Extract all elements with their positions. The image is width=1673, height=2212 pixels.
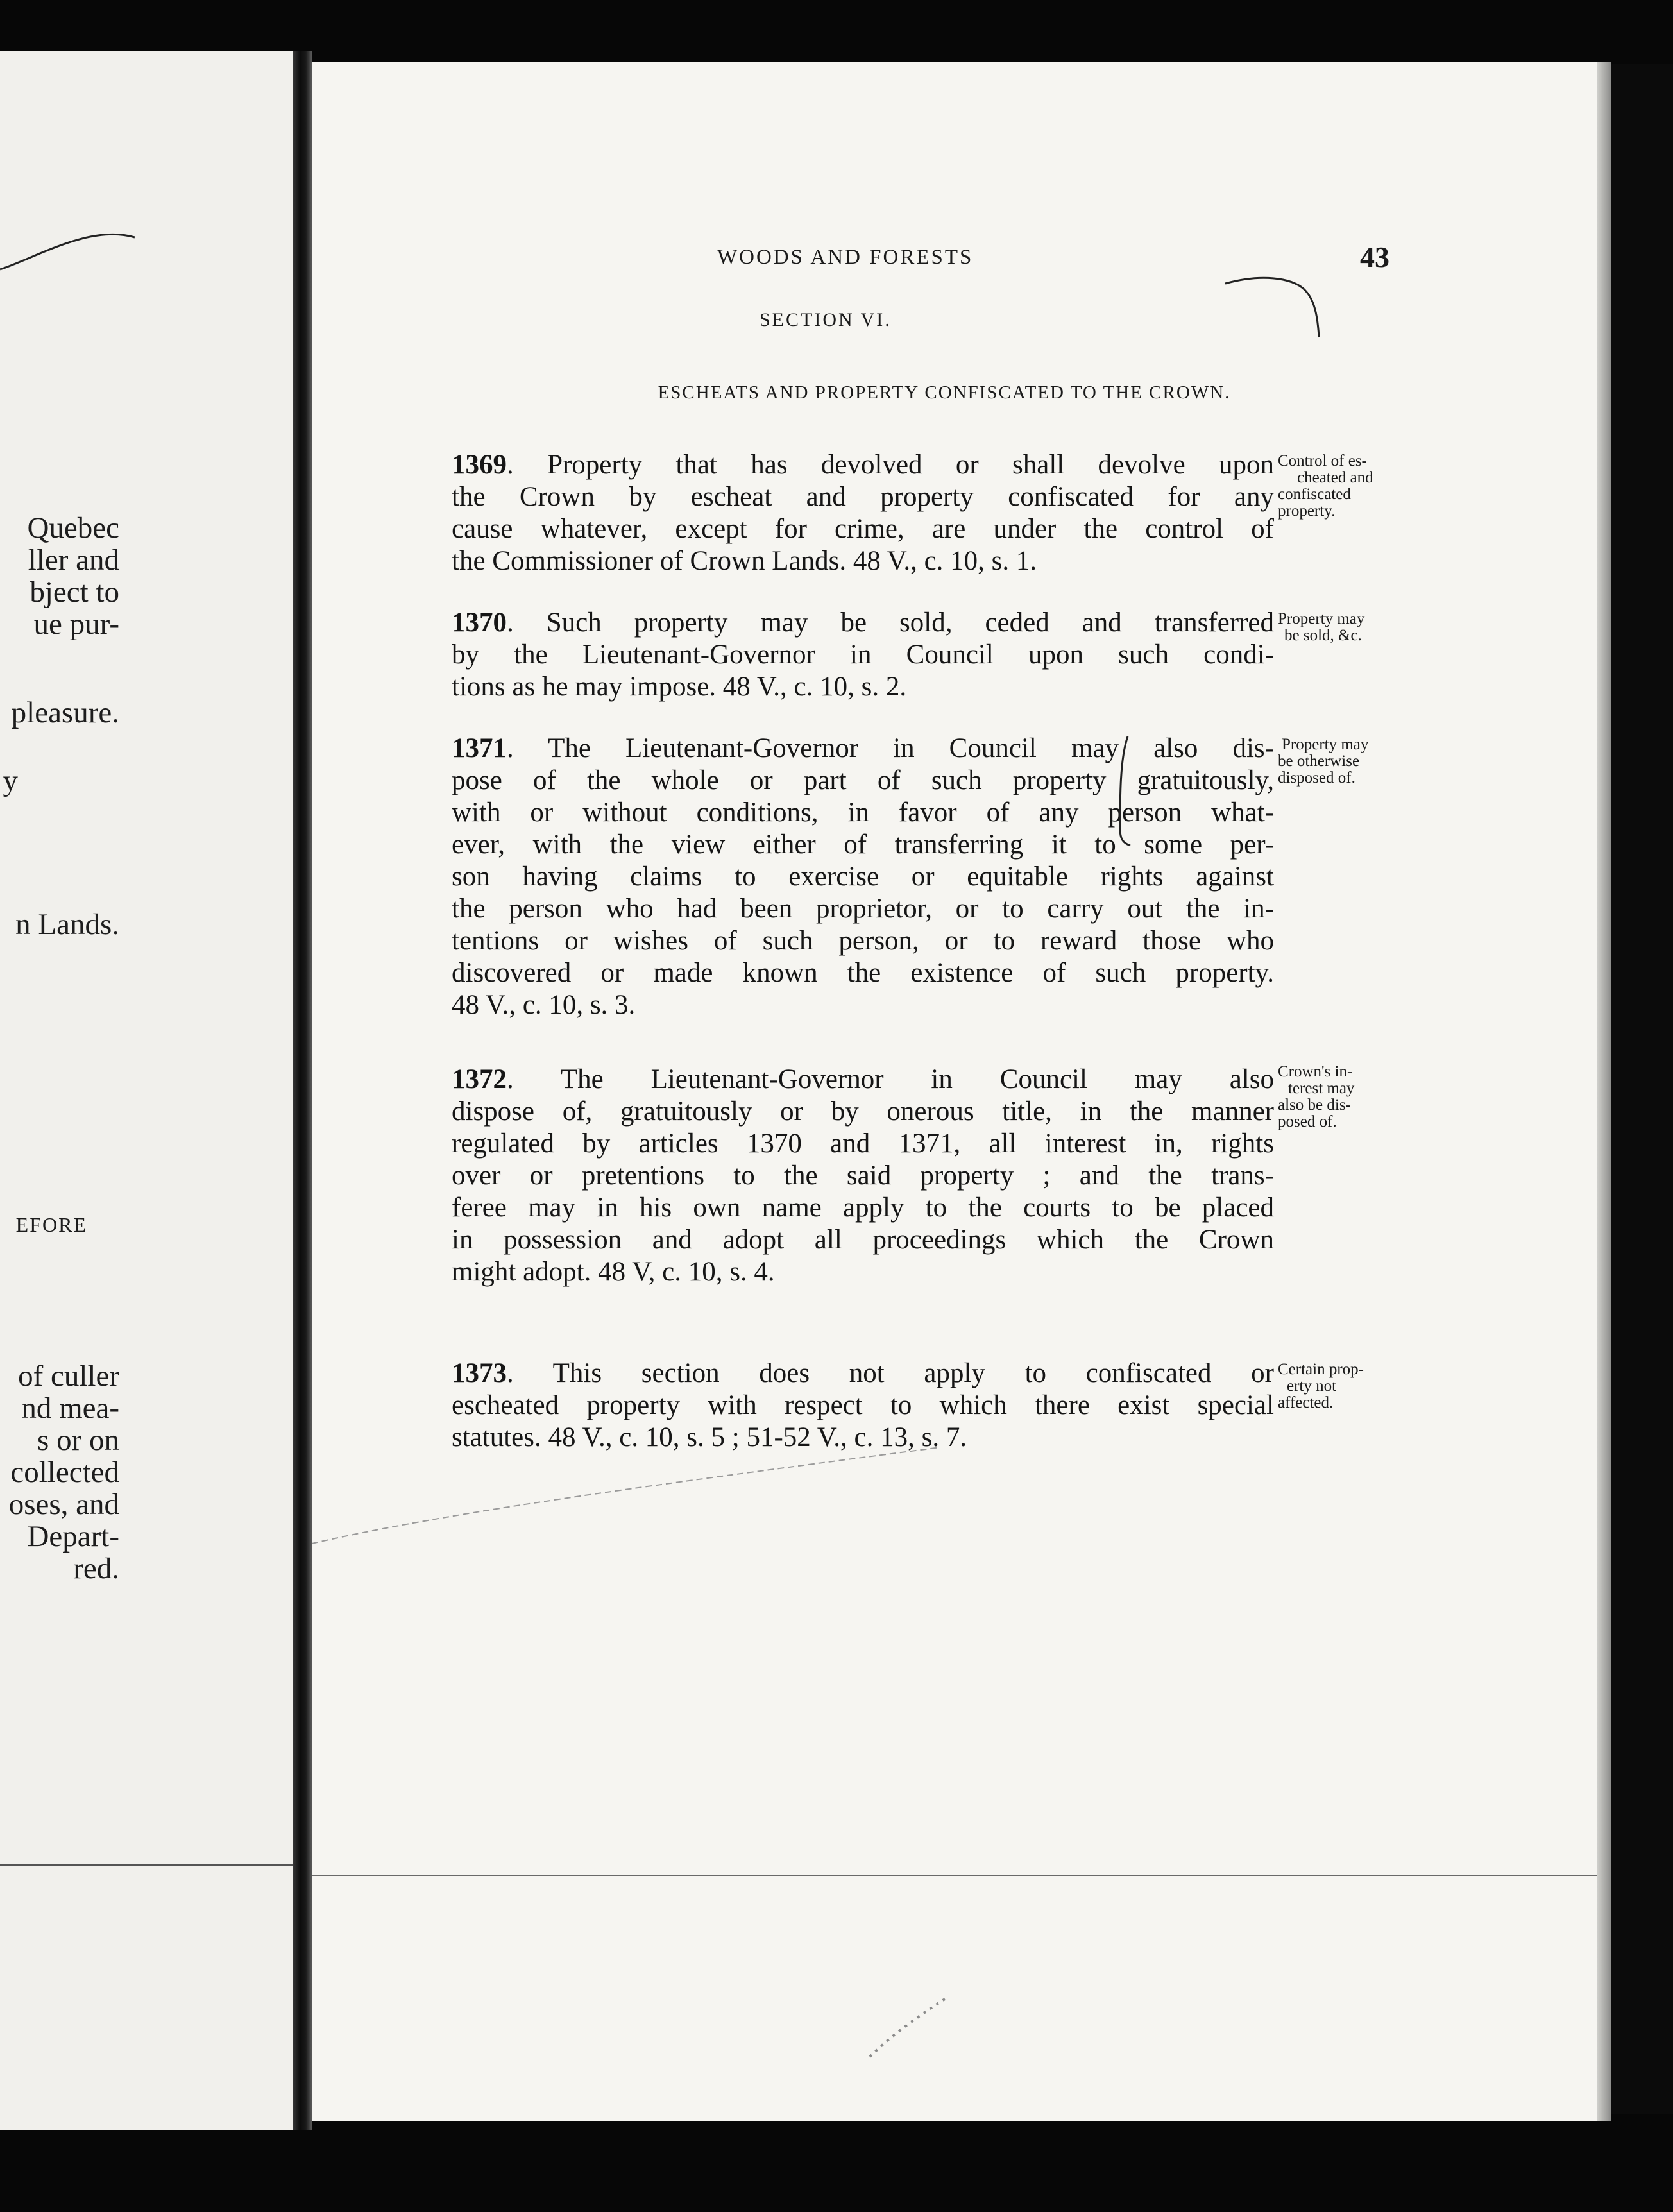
article-line: . The Lieutenant-Governor in Council may also dis- [507,733,1274,763]
article-line: . The Lieutenant-Governor in Council may also [507,1064,1274,1094]
article-line: tions as he may impose. 48 V., c. 10, s. 2. [452,672,907,702]
left-fragment: collected [10,1456,119,1489]
article-line: regulated by articles 1370 and 1371, all interest in, rights [452,1128,1274,1159]
margin-note [1278,453,1445,520]
page-number: 43 [1360,241,1389,273]
article-line: the Commissioner of Crown Lands. 48 V., c. 10, s. 1. [452,546,1037,576]
margin-note [1278,611,1445,644]
article-1369 [452,449,1274,577]
article-1372 [452,1064,1274,1288]
note-line: Crown's in- [1278,1063,1353,1080]
note-line: posed of. [1278,1113,1337,1130]
article-1371 [452,733,1274,1021]
faint-pencil-line [312,1434,953,1550]
note-line: affected. [1278,1394,1334,1411]
left-fragment: bject to [30,575,119,609]
note-line: property. [1278,502,1336,520]
article-line: feree may in his own name apply to the courts to be placed [452,1193,1274,1223]
previous-page-strip [0,51,300,2130]
note-line: disposed of. [1278,769,1355,787]
note-line: Property may [1282,736,1369,753]
note-line: erty not [1287,1377,1337,1395]
pencil-mark [1221,271,1324,341]
left-fragment: Depart- [27,1520,119,1553]
left-fragment: Quebec [27,511,119,545]
article-line: escheated property with respect to which there exist special [452,1390,1274,1420]
article-line: cause whatever, except for crime, are under the control of [452,514,1274,544]
article-line: ever, with the view either of transferring it to some per- [452,830,1274,860]
margin-note [1278,736,1445,787]
running-title: WOODS AND FORESTS [717,246,974,269]
article-number: 1369 [452,450,507,480]
section-heading: SECTION VI. [760,309,892,330]
article-line: 48 V., c. 10, s. 3. [452,990,636,1020]
left-fragment: ller and [28,543,119,577]
note-line: confiscated [1278,486,1351,503]
article-line: by the Lieutenant-Governor in Council upon such condi- [452,640,1274,670]
article-line: . Property that has devolved or shall devolve upon [507,450,1274,480]
note-line: be otherwise [1278,753,1360,770]
left-fragment: y [3,764,18,797]
article-line: son having claims to exercise or equitable rights against [452,862,1274,892]
left-fragment: ue pur- [33,608,119,641]
article-line: in possession and adopt all proceedings which the Crown [452,1225,1274,1255]
article-1370 [452,607,1274,703]
article-line: the person who had been proprietor, or to carry out the in- [452,894,1274,924]
article-line: dispose of, gratuitously or by onerous title, in the manner [452,1096,1274,1127]
horizontal-rule [312,1875,1597,1876]
note-line: Certain prop- [1278,1361,1364,1378]
article-line: . This section does not apply to confiscated or [507,1358,1274,1388]
note-line: also be dis- [1278,1096,1351,1114]
margin-note [1278,1361,1445,1411]
article-number: 1373 [452,1358,507,1388]
left-fragment: of culler [18,1359,119,1393]
article-line: over or pretentions to the said property ; and the trans- [452,1161,1274,1191]
article-number: 1372 [452,1064,507,1094]
section-subtitle: ESCHEATS AND PROPERTY CONFISCATED TO THE CROWN. [658,382,1231,403]
pen-stroke [0,180,148,276]
article-line: with or without conditions, in favor of any person what- [452,797,1274,828]
article-line: tentions or wishes of such person, or to reward those who [452,926,1274,956]
left-fragment: EFORE [15,1213,87,1236]
note-line: cheated and [1297,469,1373,486]
article-line: discovered or made known the existence of such property. [452,958,1274,988]
margin-note [1278,1064,1445,1130]
left-fragment: oses, and [8,1488,119,1521]
article-line: statutes. 48 V., c. 10, s. 5 ; 51-52 V., c. 13, s. 7. [452,1422,967,1452]
page-edge [1597,62,1611,2121]
article-line: the Crown by escheat and property confiscated for any [452,482,1274,512]
left-fragment: n Lands. [15,908,119,941]
note-line: Control of es- [1278,452,1367,470]
article-number: 1370 [452,608,507,638]
note-line: terest may [1288,1080,1355,1097]
article-number: 1371 [452,733,507,763]
left-fragment: s or on [37,1424,119,1457]
note-line: Property may [1278,610,1365,627]
smudge-mark [863,1993,953,2063]
article-line: pose of the whole or part of such property gratuitously, [452,765,1274,795]
left-fragment: pleasure. [11,696,119,729]
note-line: be sold, &c. [1284,627,1362,644]
horizontal-rule [0,1864,300,1866]
book-page [312,62,1597,2121]
pencil-bracket [1111,733,1137,848]
left-fragment: nd mea- [21,1391,119,1425]
article-line: . Such property may be sold, ceded and transferred [507,608,1274,638]
book-gutter [293,51,312,2130]
left-fragment: red. [73,1552,119,1585]
article-line: might adopt. 48 V, c. 10, s. 4. [452,1257,775,1287]
